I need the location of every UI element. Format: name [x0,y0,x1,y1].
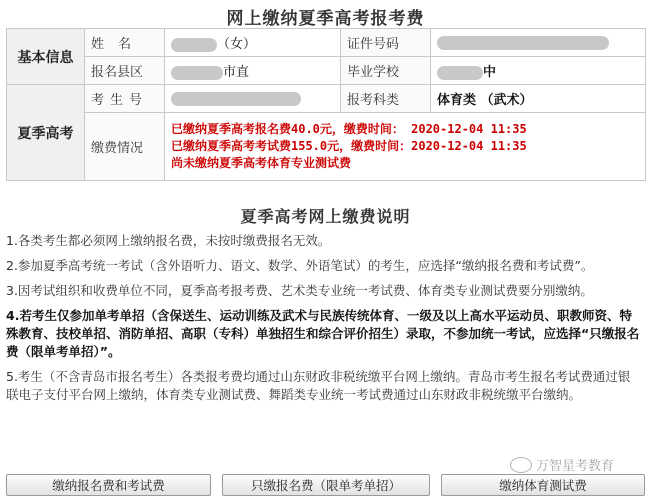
school-text: 中 [483,65,497,80]
instruction-item: 5.考生（不含青岛市报名考生）各类报考费均通过山东财政非税统缴平台网上缴纳。青岛市考生报名考试费通过银联电子支付平台网上缴纳，体育类专业测试费、舞蹈类专业统一考试费通过山东财政非税统缴平台缴纳。 [6,369,631,402]
school-value [431,57,646,85]
exam-no-redacted [171,92,301,106]
paid-signup-fee: 已缴纳夏季高考报名费40.0元，缴费时间： 2020-12-04 11:35 [171,122,527,136]
payment-label: 缴费情况 [85,113,165,181]
instruction-item: 4.若考生仅参加单考单招（含保送生、运动训练及武术与民族传统体育、一级及以上高水平运动员、职教师资、特殊教育、技校单招、消防单招、高职（专科）单独招生和综合评价招生）录取，不参加统一考试，应选择“只缴报名费（限单考单招）”。 [6,308,640,359]
county-label: 报名县区 [85,57,165,85]
county-text: 市直 [223,65,250,80]
pay-signup-and-exam-button[interactable]: 缴纳报名费和考试费 [6,474,211,496]
name-value [165,29,341,57]
subject-value: 体育类 （武术） [431,85,646,113]
payment-status [165,113,646,181]
instructions-title: 夏季高考网上缴费说明 [240,207,411,226]
exam-no-value [165,85,341,113]
pay-sports-test-button[interactable]: 缴纳体育测试费 [441,474,645,496]
exam-section-label: 夏季高考 [7,85,85,181]
watermark-text: 万智星考教育 [536,459,615,474]
county-value [165,57,341,85]
page-title: 网上缴纳夏季高考报考费 [226,9,425,29]
basic-info-section-label: 基本信息 [7,29,85,85]
instruction-item: 1.各类考生都必须网上缴纳报名费，未按时缴费报名无效。 [6,233,331,248]
name-label: 姓名 [85,29,165,57]
instruction-item: 3.因考试组织和收费单位不同，夏季高考报考费、艺术类专业统一考试费、体育类专业测试费要分别缴纳。 [6,283,593,298]
subject-label: 报考科类 [341,85,431,113]
watermark [510,455,614,474]
unpaid-sports-fee: 尚未缴纳夏季高考体育专业测试费 [171,156,352,170]
id-value [431,29,646,57]
student-info-table [6,28,646,181]
pay-signup-only-button[interactable]: 只缴报名费（限单考单招） [222,474,430,496]
instructions-list [6,232,642,411]
wechat-logo-icon [510,457,532,473]
school-label: 毕业学校 [341,57,431,85]
paid-exam-fee: 已缴纳夏季高考考试费155.0元，缴费时间：2020-12-04 11:35 [171,139,527,153]
name-redacted [171,38,217,52]
name-gender: （女） [217,37,257,52]
school-redacted [437,66,483,80]
instruction-item: 2.参加夏季高考统一考试（含外语听力、语文、数学、外语笔试）的考生，应选择“缴纳报名费和考试费”。 [6,258,594,273]
exam-no-label: 考生号 [85,85,165,113]
id-label: 证件号码 [341,29,431,57]
county-redacted [171,66,223,80]
id-redacted [437,36,609,50]
